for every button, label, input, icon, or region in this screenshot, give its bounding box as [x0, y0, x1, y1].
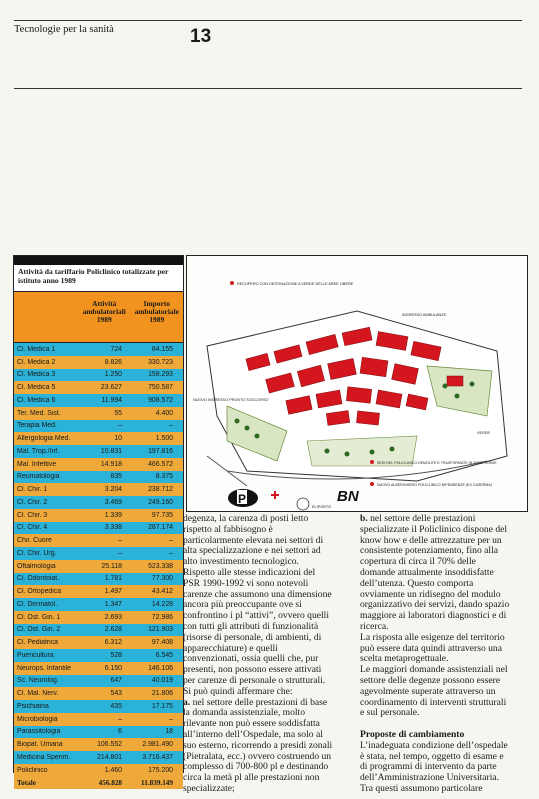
- table-row: [14, 624, 183, 637]
- row-amount: 97.735: [151, 511, 173, 519]
- row-amount: 17.175: [151, 702, 173, 710]
- row-amount: 466.572: [148, 460, 173, 468]
- row-institute: Mal. Infettive: [17, 460, 57, 468]
- text-line: specializzate il Policlinico dispone del: [360, 523, 508, 535]
- section-title: Tecnologie per la sanità: [14, 24, 114, 35]
- row-activity: 1.460: [104, 766, 122, 774]
- row-activity: –: [118, 715, 122, 723]
- table-row: [14, 420, 183, 433]
- row-institute: Cl. Chir. Urg.: [17, 549, 57, 557]
- row-institute: Mal. Trop./Inf.: [17, 447, 60, 455]
- table-row: [14, 343, 183, 356]
- map-label-heliport: ELIPORTO: [312, 505, 332, 509]
- row-amount: 1.500: [155, 435, 173, 443]
- row-institute: Cl. Ost. Gin. 1: [17, 613, 61, 621]
- text-line: la domanda assistenziale, molto: [183, 707, 306, 719]
- table-row: [14, 687, 183, 700]
- table-row: [14, 458, 183, 471]
- table-row: [14, 471, 183, 484]
- row-amount: 2.981.490: [142, 741, 173, 749]
- row-institute: Cl. Dermatol.: [17, 600, 58, 608]
- row-amount: 146.106: [148, 664, 173, 672]
- text-line: alto investimento tecnologico.: [183, 556, 299, 568]
- map-legend-new-building: NUOVO ALBERGHIERO POLICLINICO DIPENDENZE (EX CASERMA): [377, 483, 492, 487]
- text-line: Le maggiori domande assistenziali nel: [360, 664, 508, 676]
- table-row: [14, 509, 183, 522]
- table-title-line: istituto anno 1989: [18, 275, 76, 285]
- table-row: [14, 394, 183, 407]
- row-amount: 238.712: [148, 486, 173, 494]
- row-institute: Terapia Med.: [17, 422, 57, 430]
- row-activity: –: [118, 549, 122, 557]
- row-amount: 21.806: [151, 690, 173, 698]
- text-line: maggiore ai laboratori diagnostici e di: [360, 610, 507, 622]
- row-amount: 158.293: [148, 371, 173, 379]
- row-activity: 835: [110, 473, 122, 481]
- row-amount: 330.723: [148, 358, 173, 366]
- text-line: apparecchiature) e quelli: [183, 642, 278, 654]
- header-line: 1989: [149, 315, 165, 325]
- text-line: può essere data quindi attraverso una: [360, 642, 502, 654]
- table-header: [14, 291, 183, 343]
- row-activity: –: [118, 537, 122, 545]
- text-line: carenze che assumono una dimensione: [183, 588, 332, 600]
- table-top-band: [14, 256, 183, 265]
- row-institute: Biopat. Umana: [17, 741, 63, 749]
- row-activity: 528: [110, 651, 122, 659]
- row-activity: 435: [110, 702, 122, 710]
- map-label-green: VERDE: [477, 431, 491, 435]
- row-institute: Cl. Chir. 2: [17, 498, 48, 506]
- row-activity: 3.469: [104, 498, 122, 506]
- row-activity: 214.801: [97, 753, 122, 761]
- row-activity: 724: [110, 345, 122, 353]
- row-amount: –: [169, 549, 173, 557]
- column-header-amount: [131, 292, 184, 342]
- row-activity: 647: [110, 677, 122, 685]
- text-line: confrontino i pl “attivi”, ovvero quelli: [183, 610, 330, 622]
- table-row: [14, 636, 183, 649]
- row-activity: 6.150: [104, 664, 122, 672]
- text-line: ovviamente un ridisegno del modulo: [360, 588, 501, 600]
- text-line: Si può quindi affermare che:: [183, 685, 293, 697]
- total-label: Totale: [17, 778, 36, 787]
- row-amount: 750.587: [148, 384, 173, 392]
- row-institute: Policlinico: [17, 766, 48, 774]
- text-line: specializzate;: [183, 782, 235, 794]
- text-line: copertura di circa il 70% delle: [360, 556, 476, 568]
- row-amount: –: [169, 715, 173, 723]
- table-row: [14, 649, 183, 662]
- row-amount: 287.174: [148, 524, 173, 532]
- text-line: PSR 1990-1992 vi sono notevoli: [183, 577, 309, 589]
- row-amount: 3.716.437: [142, 753, 173, 761]
- activity-table: [13, 255, 184, 787]
- total-amount: 11.839.149: [141, 778, 173, 787]
- row-activity: 543: [110, 690, 122, 698]
- row-institute: Cl. Chir. 1: [17, 486, 48, 494]
- row-activity: 6.312: [104, 639, 122, 647]
- row-activity: 2.693: [104, 613, 122, 621]
- table-row: [14, 381, 183, 394]
- row-institute: Parassitologia: [17, 728, 61, 736]
- text-line: Rispetto alle stesse indicazioni del: [183, 566, 316, 578]
- hospital-map: [186, 255, 528, 512]
- table-row: [14, 560, 183, 573]
- row-amount: 97.408: [151, 639, 173, 647]
- text-line: presenti, non possono essere attivati: [183, 664, 322, 676]
- row-activity: 2.628: [104, 626, 122, 634]
- table-title: [14, 265, 183, 291]
- row-institute: Cl. Medica 3: [17, 371, 56, 379]
- row-activity: 23.627: [100, 384, 122, 392]
- row-amount: 908.572: [148, 396, 173, 404]
- text-line: è stata, nel tempo, oggetto di esame e: [360, 750, 504, 762]
- header-line: ambulatoriali: [82, 307, 126, 317]
- table-row: [14, 738, 183, 751]
- text-line: dell’utenza. Questo comporta: [360, 577, 474, 589]
- table-row: [14, 547, 183, 560]
- row-institute: Ter. Med. Sist.: [17, 409, 61, 417]
- text-line: domande attualmente insoddisfatte: [360, 566, 494, 578]
- table-row: [14, 496, 183, 509]
- text-line: settore delle degenze possono essere: [360, 674, 501, 686]
- text-line: all’interno dell’Ospedale, ma solo al: [183, 728, 323, 740]
- row-amount: 8.375: [155, 473, 173, 481]
- text-line: complesso di 700-800 pl e destinando: [183, 761, 329, 773]
- row-activity: 1.347: [104, 600, 122, 608]
- row-institute: Microbiologia: [17, 715, 58, 723]
- row-institute: Cl. Medica 5: [17, 384, 56, 392]
- row-activity: 3.338: [104, 524, 122, 532]
- text-line: scelta metaprogettuale.: [360, 653, 449, 665]
- total-activity: 456.828: [98, 778, 122, 787]
- text-line: agevolmente superate attraverso un: [360, 685, 496, 697]
- table-row: [14, 534, 183, 547]
- column-header-activity: [78, 292, 131, 342]
- text-line: (Pietralata, ecc.) ovvero costruendo un: [183, 750, 332, 762]
- row-amount: 77.300: [151, 575, 173, 583]
- text-line: con tutti gli attributi di funzionalità: [183, 620, 319, 632]
- row-institute: Cl. Chir. 3: [17, 511, 48, 519]
- row-institute: Sc. Neurolog.: [17, 677, 59, 685]
- row-institute: Cl. Medica 2: [17, 358, 56, 366]
- table-row: [14, 598, 183, 611]
- row-institute: Oftalmologia: [17, 562, 56, 570]
- row-amount: 197.816: [148, 447, 173, 455]
- text-line: di programmi di intervento da parte: [360, 761, 497, 773]
- row-amount: 43.412: [151, 588, 173, 596]
- table-body: [14, 343, 183, 777]
- row-amount: 523.338: [148, 562, 173, 570]
- row-institute: Cl. Ost. Gin. 2: [17, 626, 61, 634]
- table-row: [14, 764, 183, 777]
- map-legend-demolished: SEDI DEL POLICLINICO DEMOLITE E TRASFORMATE IN ZONE VERDE: [377, 461, 497, 465]
- table-row: [14, 407, 183, 420]
- text-line: ricerca.: [360, 620, 389, 632]
- table-row: [14, 356, 183, 369]
- table-row: [14, 445, 183, 458]
- text-column-left: [183, 514, 353, 795]
- row-institute: Cl. Medica 1: [17, 345, 56, 353]
- row-activity: 11.994: [101, 396, 122, 404]
- row-activity: 3.204: [104, 486, 122, 494]
- table-row: [14, 700, 183, 713]
- row-amount: 4.400: [155, 409, 173, 417]
- text-line: per carenze di personale o strutturali.: [183, 674, 326, 686]
- row-amount: –: [169, 422, 173, 430]
- section-heading: Proposte di cambiamento: [360, 728, 465, 740]
- header-rule-bottom: [14, 88, 522, 89]
- table-title-line: Attività da tariffario Policlinico totalizzate per: [18, 267, 169, 276]
- row-institute: Cl. Medica 6: [17, 396, 56, 404]
- row-amount: 249.160: [148, 498, 173, 506]
- text-line: know how e delle attrezzature per un: [360, 534, 502, 546]
- row-amount: –: [169, 537, 173, 545]
- table-row: [14, 369, 183, 382]
- text-line: consistente potenziamento, fino alla: [360, 545, 498, 557]
- hospital-site-plan: [187, 256, 527, 511]
- row-institute: Neurops. Infantile: [17, 664, 72, 672]
- text-line: Tra questi assumono particolare: [360, 782, 483, 794]
- row-activity: 10.831: [100, 447, 122, 455]
- map-label-er-entrance: NUOVO INGRESSO PRONTO SOCCORSO: [193, 398, 269, 402]
- row-activity: 55: [114, 409, 122, 417]
- text-line: e sul personale.: [360, 707, 420, 719]
- row-amount: 72.986: [151, 613, 173, 621]
- text-line: ancora più preoccupante ove si: [183, 599, 302, 611]
- text-line: dell’Amministrazione Universitaria.: [360, 772, 500, 784]
- header-line: ambulatoriale: [134, 307, 179, 317]
- page-number: 13: [190, 26, 212, 47]
- header-rule-top: [14, 20, 522, 21]
- table-row: [14, 713, 183, 726]
- table-row: [14, 726, 183, 739]
- text-line: rispetto al fabbisogno è: [183, 523, 273, 535]
- row-activity: 1.339: [104, 511, 122, 519]
- text-line: circa la metà pl alle prestazioni non: [183, 772, 320, 784]
- row-amount: 14.228: [151, 600, 173, 608]
- row-activity: 25.118: [101, 562, 122, 570]
- text-line: a. nel settore delle prestazioni di base: [183, 696, 328, 708]
- table-row: [14, 662, 183, 675]
- table-row: [14, 432, 183, 445]
- text-line: b. nel settore delle prestazioni: [360, 513, 476, 524]
- row-institute: Medicina Sperim.: [17, 753, 71, 761]
- row-institute: Chir. Cuore: [17, 537, 52, 545]
- row-amount: 18: [165, 728, 173, 736]
- row-institute: Cl. Chir. 4: [17, 524, 48, 532]
- table-row: [14, 522, 183, 535]
- text-line: organizzativo dei servizi, dando spazio: [360, 599, 510, 611]
- text-line: suo esterno, ricorrendo a presidi zonali: [183, 739, 333, 751]
- text-line: coordinamento di interventi strutturali: [360, 696, 507, 708]
- row-activity: –: [118, 422, 122, 430]
- table-row: [14, 573, 183, 586]
- row-activity: 10: [114, 435, 122, 443]
- map-label-bn: BN: [337, 488, 359, 505]
- map-parking-letter: P: [238, 492, 247, 506]
- text-line: degenza, la carenza di posti letto: [183, 513, 309, 524]
- row-activity: 8.826: [104, 358, 122, 366]
- text-line: convenzionati, ossia quelli che, pur: [183, 653, 319, 665]
- text-line: (risorse di personale, di ambienti, di: [183, 631, 322, 643]
- text-line: particolarmente elevata nei settori di: [183, 534, 324, 546]
- row-institute: Psichiatria: [17, 702, 49, 710]
- header-line: Attività: [92, 299, 117, 308]
- text-line: alta specializzazione e nei settori ad: [183, 545, 321, 557]
- row-activity: 106.552: [97, 741, 122, 749]
- map-label-ambulance: INGRESSO AMBULANZE: [402, 313, 447, 317]
- header-line: 1989: [96, 315, 112, 325]
- table-row: [14, 751, 183, 764]
- row-activity: 14.918: [100, 460, 122, 468]
- row-amount: 175.200: [148, 766, 173, 774]
- row-amount: 6.545: [155, 651, 173, 659]
- header-line: Importo: [143, 299, 170, 308]
- table-row: [14, 483, 183, 496]
- table-row: [14, 585, 183, 598]
- row-institute: Cl. Pediatrica: [17, 639, 58, 647]
- text-line: rilevante non può essere soddisfatta: [183, 718, 320, 730]
- row-institute: Puericultura: [17, 651, 54, 659]
- row-amount: 84.155: [151, 345, 173, 353]
- row-amount: 121.903: [148, 626, 173, 634]
- row-activity: 1.497: [104, 588, 122, 596]
- map-label-green-areas: RECUPERO CON DESTINAZIONE A VERDE DELLE AREE LIBERE: [237, 282, 354, 286]
- table-total-row: [14, 777, 183, 790]
- text-line: L’inadeguata condizione dell’ospedale: [360, 739, 508, 751]
- row-institute: Cl. Ortopedica: [17, 588, 62, 596]
- table-row: [14, 611, 183, 624]
- row-institute: Reumatologia: [17, 473, 60, 481]
- row-activity: 6: [118, 728, 122, 736]
- row-institute: Allergologia Med.: [17, 435, 71, 443]
- row-activity: 1.250: [104, 371, 122, 379]
- table-row: [14, 675, 183, 688]
- text-line: La risposta alle esigenze del territorio: [360, 631, 505, 643]
- row-institute: Cl. Mal. Nerv.: [17, 690, 59, 698]
- text-column-right: [360, 514, 530, 795]
- row-institute: Cl. Odontoiat.: [17, 575, 60, 583]
- row-amount: 40.019: [151, 677, 173, 685]
- row-activity: 1.781: [104, 575, 122, 583]
